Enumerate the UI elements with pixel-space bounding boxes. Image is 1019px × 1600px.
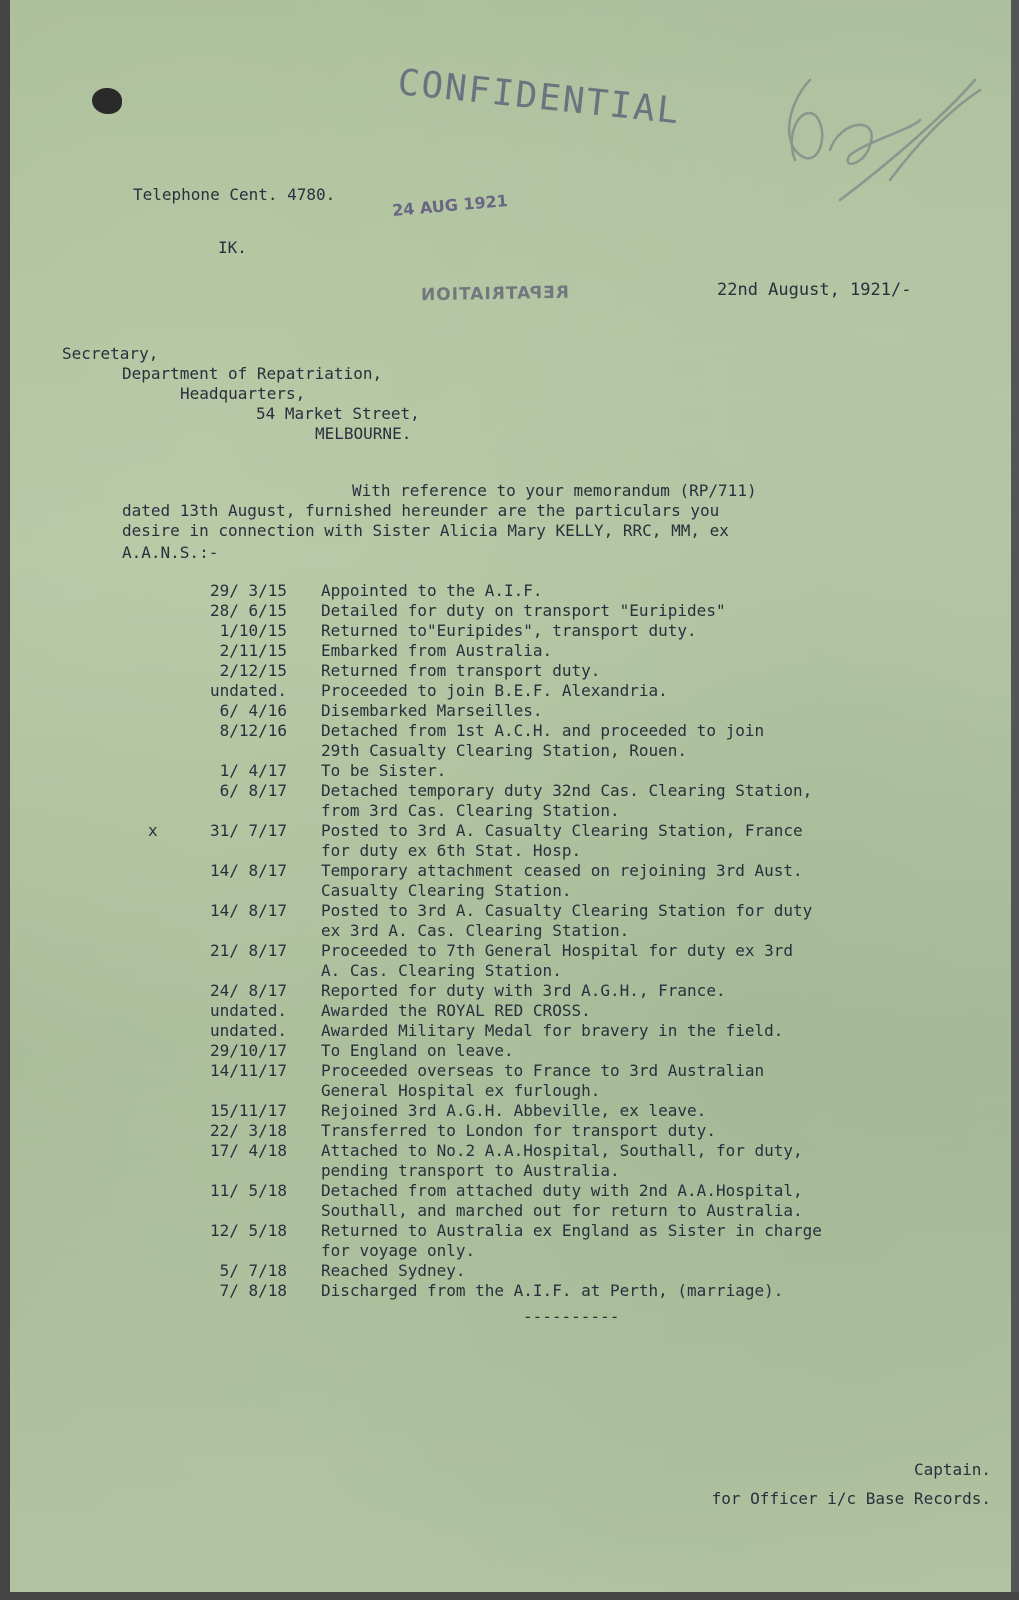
entry-description: Posted to 3rd A. Casualty Clearing Station, France for duty ex 6th Stat. Hosp.	[321, 821, 803, 860]
entry-description: Awarded Military Medal for bravery in the field.	[321, 1021, 784, 1040]
entry-date: 22/ 3/18	[209, 1121, 287, 1140]
entry-date: 21/ 8/17	[209, 941, 287, 960]
closing-rule: ----------	[523, 1307, 620, 1326]
scan-edge-bottom	[0, 1592, 1019, 1600]
entry-date: 6/ 8/17	[219, 781, 287, 800]
department-stamp: REPATRIATION	[419, 282, 570, 306]
entry-date: 12/ 5/18	[209, 1221, 287, 1240]
entry-description: Rejoined 3rd A.G.H. Abbeville, ex leave.	[321, 1101, 707, 1120]
addressee-line-2: Department of Repatriation,	[122, 364, 383, 383]
entry-description: Detailed for duty on transport "Euripides"	[321, 601, 726, 620]
entry-date: 29/10/17	[209, 1041, 287, 1060]
entry-date: 31/ 7/17	[209, 821, 287, 840]
entry-description: Proceeded overseas to France to 3rd Australian General Hospital ex furlough.	[321, 1061, 765, 1100]
addressee-line-5: MELBOURNE.	[315, 424, 412, 443]
entry-date: 2/11/15	[219, 641, 287, 660]
entry-date: 11/ 5/18	[209, 1181, 287, 1200]
entry-description: Detached from attached duty with 2nd A.A.Hospital, Southall, and marched out for return to Australia.	[321, 1181, 803, 1220]
entry-date: 6/ 4/16	[219, 701, 287, 720]
entry-date: 8/12/16	[219, 721, 287, 740]
entry-date: 24/ 8/17	[209, 981, 287, 1000]
reference-initials: IK.	[218, 238, 247, 257]
intro-line-4: A.A.N.S.:-	[122, 543, 219, 562]
entry-date: 14/11/17	[209, 1061, 287, 1080]
entry-description: Proceeded to 7th General Hospital for duty ex 3rd A. Cas. Clearing Station.	[321, 941, 794, 980]
telephone-line: Telephone Cent. 4780.	[133, 185, 336, 204]
entry-date: 29/ 3/15	[209, 581, 287, 600]
entry-description: Temporary attachment ceased on rejoining 3rd Aust. Casualty Clearing Station.	[321, 861, 803, 900]
entry-date: 1/10/15	[219, 621, 287, 640]
entry-description: Returned from transport duty.	[321, 661, 601, 680]
entry-date: 7/ 8/18	[219, 1281, 287, 1300]
signature-rank: Captain.	[913, 1460, 991, 1479]
entry-date: undated.	[209, 1001, 287, 1020]
addressee-line-3: Headquarters,	[180, 384, 306, 403]
entry-description: Detached temporary duty 32nd Cas. Clearing Station, from 3rd Cas. Clearing Station.	[321, 781, 813, 820]
entry-description: Appointed to the A.I.F.	[321, 581, 543, 600]
scan-edge-right	[1011, 0, 1019, 1600]
entry-date: 15/11/17	[209, 1101, 287, 1120]
confidential-stamp: CONFIDENTIAL	[395, 62, 683, 133]
entry-description: To England on leave.	[321, 1041, 514, 1060]
addressee-line-4: 54 Market Street,	[256, 404, 420, 423]
entry-description: Detached from 1st A.C.H. and proceeded to join 29th Casualty Clearing Station, Rouen.	[321, 721, 765, 760]
entry-description: Returned to Australia ex England as Sister in charge for voyage only.	[321, 1221, 822, 1260]
entry-description: Reached Sydney.	[321, 1261, 466, 1280]
entry-date: undated.	[209, 1021, 287, 1040]
received-date-stamp: 24 AUG 1921	[391, 190, 509, 221]
entry-date: 14/ 8/17	[209, 861, 287, 880]
entry-description: Discharged from the A.I.F. at Perth, (marriage).	[321, 1281, 784, 1300]
entry-description: Posted to 3rd A. Casualty Clearing Station for duty ex 3rd A. Cas. Clearing Station.	[321, 901, 813, 940]
entry-date: 28/ 6/15	[209, 601, 287, 620]
entry-description: Disembarked Marseilles.	[321, 701, 543, 720]
intro-line-3: desire in connection with Sister Alicia Mary KELLY, RRC, MM, ex	[122, 521, 729, 540]
entry-date: 1/ 4/17	[219, 761, 287, 780]
entry-description: Proceeded to join B.E.F. Alexandria.	[321, 681, 668, 700]
handwritten-signature	[770, 60, 990, 240]
addressee-line-1: Secretary,	[62, 344, 159, 363]
signature-title: for Officer i/c Base Records.	[711, 1489, 991, 1508]
entry-description: Embarked from Australia.	[321, 641, 553, 660]
entry-date: 5/ 7/18	[219, 1261, 287, 1280]
entry-date: 2/12/15	[219, 661, 287, 680]
entry-date: 14/ 8/17	[209, 901, 287, 920]
letter-date: 22nd August, 1921/-	[717, 280, 912, 300]
entry-description: Transferred to London for transport duty.	[321, 1121, 716, 1140]
intro-line-2: dated 13th August, furnished hereunder are the particulars you	[122, 501, 720, 520]
entry-description: Awarded the ROYAL RED CROSS.	[321, 1001, 591, 1020]
entry-date: 17/ 4/18	[209, 1141, 287, 1160]
entry-description: To be Sister.	[321, 761, 447, 780]
entry-description: Returned to"Euripides", transport duty.	[321, 621, 697, 640]
entry-description: Attached to No.2 A.A.Hospital, Southall, for duty, pending transport to Australia.	[321, 1141, 803, 1180]
entry-date: undated.	[209, 681, 287, 700]
punch-hole	[92, 88, 122, 114]
entry-description: Reported for duty with 3rd A.G.H., France.	[321, 981, 726, 1000]
intro-line-1: With reference to your memorandum (RP/711)	[352, 481, 757, 500]
scan-edge-left	[0, 0, 10, 1600]
entry-margin-mark: x	[148, 821, 158, 840]
